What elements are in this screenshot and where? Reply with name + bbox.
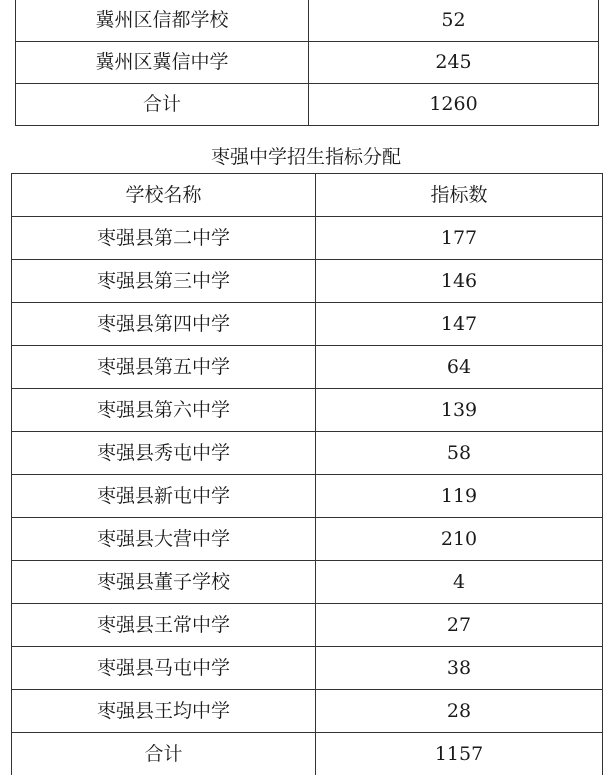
- school-name-cell: 枣强县王均中学: [12, 690, 316, 733]
- quota-table-jizhou: [15, 0, 599, 126]
- school-name-cell: 枣强县董子学校: [12, 561, 316, 604]
- quota-count-cell: 146: [316, 260, 603, 303]
- school-name-cell: 冀州区信都学校: [16, 0, 309, 42]
- school-name-cell: 枣强县第二中学: [12, 217, 316, 260]
- quota-count-cell: 38: [316, 647, 603, 690]
- table-row: [12, 389, 603, 432]
- school-name-cell: 枣强县第六中学: [12, 389, 316, 432]
- quota-count-cell: 4: [316, 561, 603, 604]
- quota-count-cell: 28: [316, 690, 603, 733]
- quota-count-cell: 245: [309, 42, 599, 84]
- quota-table-zaoqiang: [11, 173, 603, 775]
- school-name-cell: 枣强县秀屯中学: [12, 432, 316, 475]
- table-row: [12, 432, 603, 475]
- table-row: [12, 604, 603, 647]
- table-row: [12, 475, 603, 518]
- school-name-cell: 枣强县新屯中学: [12, 475, 316, 518]
- quota-count-cell: 177: [316, 217, 603, 260]
- school-name-cell: 枣强县大营中学: [12, 518, 316, 561]
- total-row: [12, 733, 603, 775]
- school-name-cell: 枣强县第三中学: [12, 260, 316, 303]
- table-row: [12, 260, 603, 303]
- total-count-cell: 1157: [316, 733, 603, 775]
- school-name-cell: 冀州区冀信中学: [16, 42, 309, 84]
- quota-count-cell: 139: [316, 389, 603, 432]
- table-row: [16, 42, 599, 84]
- school-name-cell: 枣强县第四中学: [12, 303, 316, 346]
- total-label-cell: 合计: [16, 84, 309, 126]
- quota-count-cell: 52: [309, 0, 599, 42]
- quota-count-cell: 27: [316, 604, 603, 647]
- table-row: [12, 518, 603, 561]
- quota-count-cell: 64: [316, 346, 603, 389]
- quota-count-cell: 58: [316, 432, 603, 475]
- quota-count-cell: 119: [316, 475, 603, 518]
- quota-count-cell: 210: [316, 518, 603, 561]
- table-caption: 枣强中学招生指标分配: [0, 145, 612, 169]
- table-row: [12, 303, 603, 346]
- table-row: [16, 0, 599, 42]
- header-school-name: 学校名称: [12, 174, 316, 217]
- school-name-cell: 枣强县王常中学: [12, 604, 316, 647]
- quota-count-cell: 147: [316, 303, 603, 346]
- table-row: [12, 561, 603, 604]
- table-row: [12, 690, 603, 733]
- total-count-cell: 1260: [309, 84, 599, 126]
- school-name-cell: 枣强县第五中学: [12, 346, 316, 389]
- header-row: [12, 174, 603, 217]
- total-label-cell: 合计: [12, 733, 316, 775]
- header-quota-count: 指标数: [316, 174, 603, 217]
- total-row: [16, 84, 599, 126]
- table-row: [12, 217, 603, 260]
- table-row: [12, 647, 603, 690]
- table-row: [12, 346, 603, 389]
- school-name-cell: 枣强县马屯中学: [12, 647, 316, 690]
